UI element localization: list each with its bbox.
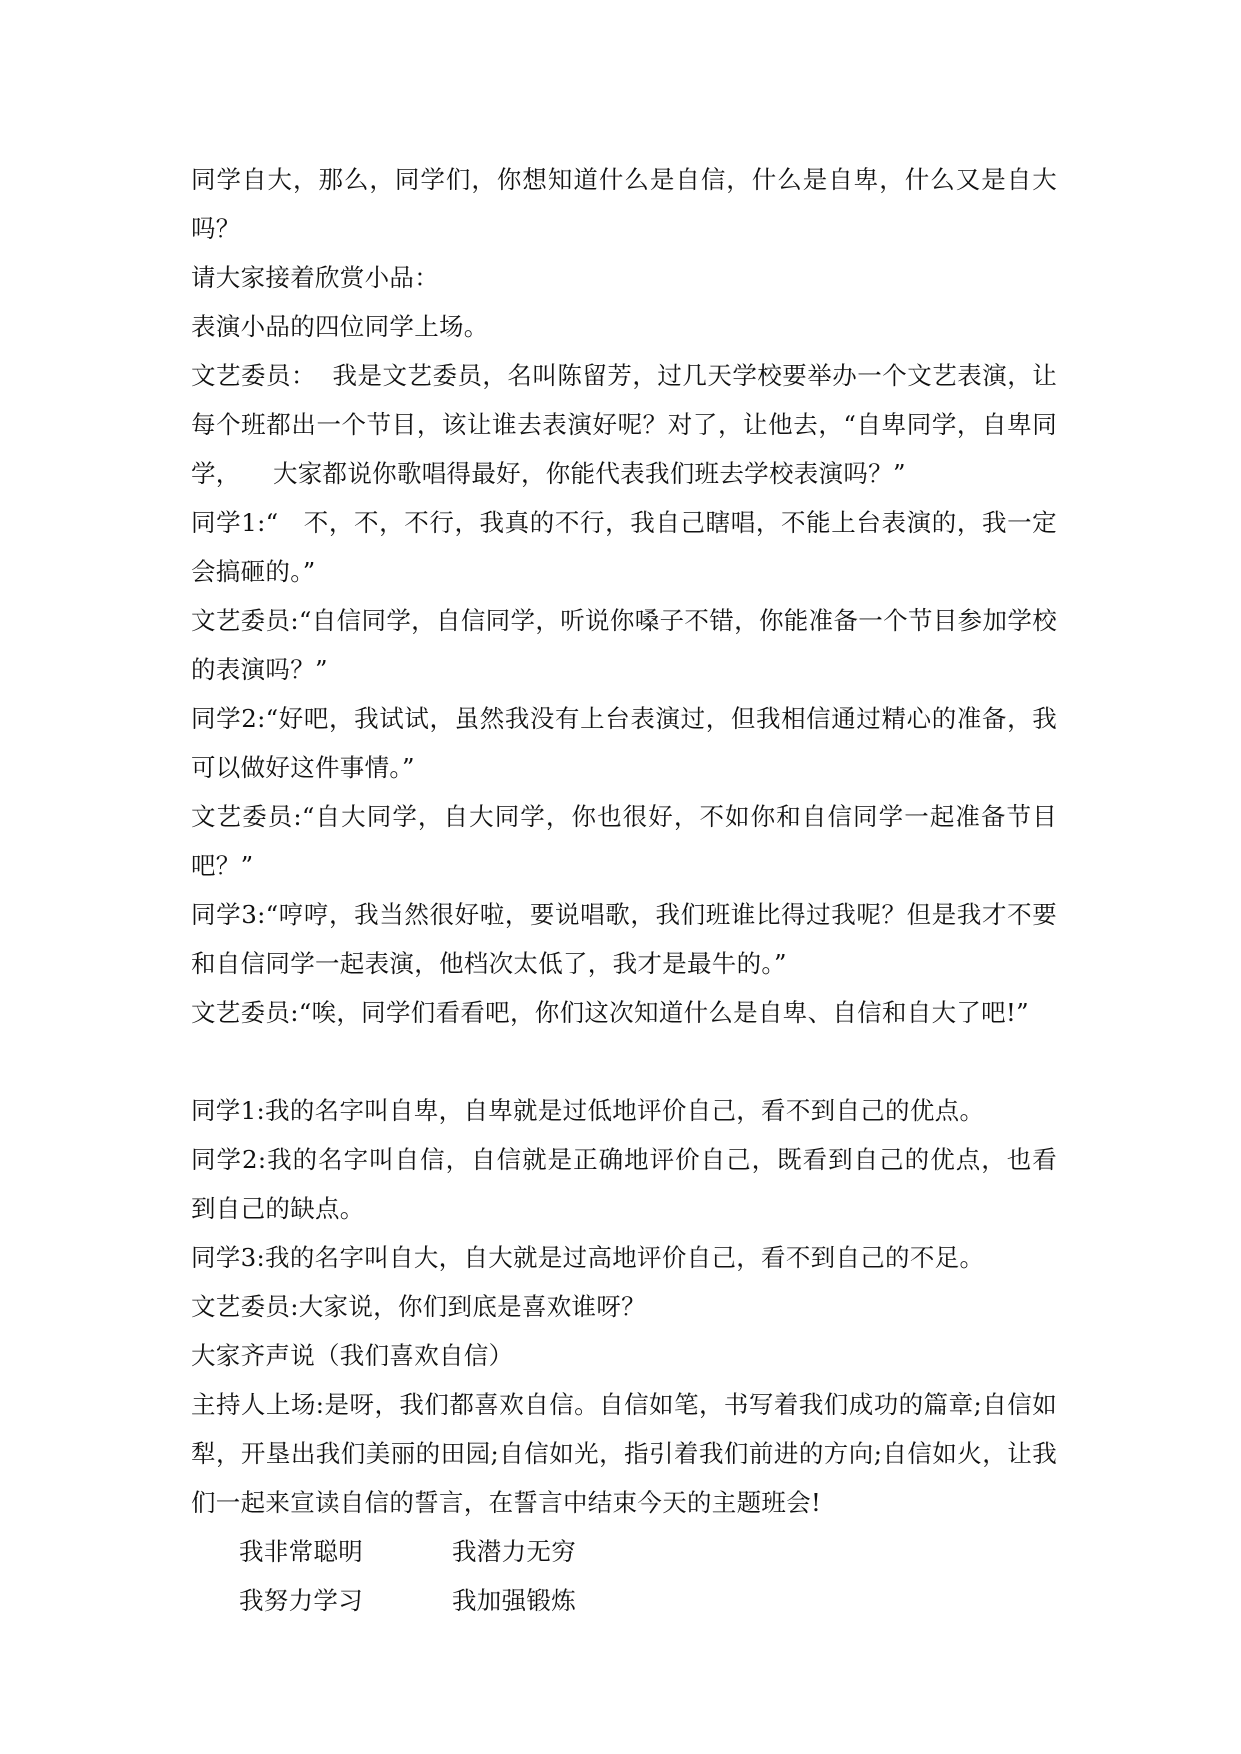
paragraph: 请大家接着欣赏小品： (191, 263, 439, 292)
paragraph: 表演小品的四位同学上场。 (191, 312, 489, 341)
paragraph: 同学1:我的名字叫自卑，自卑就是过低地评价自己，看不到自己的优点。 (191, 1096, 985, 1125)
oath-line: 我潜力无穷 (452, 1537, 576, 1566)
paragraph: 文艺委员:“自大同学，自大同学，你也很好，不如你和自信同学一起准备节目吧？” (191, 802, 1057, 880)
oath-line: 我加强锻炼 (452, 1586, 576, 1615)
document-body (191, 155, 1057, 1625)
oath-row (191, 1576, 1057, 1625)
paragraph: 同学2:“好吧，我试试，虽然我没有上台表演过，但我相信通过精心的准备，我可以做好这件事情。” (191, 704, 1057, 782)
paragraph: 同学3:我的名字叫自大，自大就是过高地评价自己，看不到自己的不足。 (191, 1243, 985, 1272)
paragraph: 大家齐声说（我们喜欢自信） (191, 1341, 514, 1370)
paragraph: 文艺委员： 我是文艺委员，名叫陈留芳，过几天学校要举办一个文艺表演，让每个班都出一个节目，该让谁去表演好呢？对了，让他去，“自卑同学，自卑同学， 大家都说你歌唱得最好，你能代表我们班去学校表演吗？” (191, 361, 1057, 488)
paragraph: 同学1:“ 不，不，不行，我真的不行，我自己瞎唱，不能上台表演的，我一定会搞砸的。” (191, 508, 1057, 586)
oath-line: 我努力学习 (239, 1586, 363, 1615)
paragraph: 文艺委员:“唉，同学们看看吧，你们这次知道什么是自卑、自信和自大了吧!” (191, 998, 1029, 1027)
paragraph: 文艺委员:“自信同学，自信同学，听说你嗓子不错，你能准备一个节目参加学校的表演吗？” (191, 606, 1057, 684)
paragraph: 主持人上场:是呀，我们都喜欢自信。自信如笔，书写着我们成功的篇章;自信如犁，开垦出我们美丽的田园;自信如光，指引着我们前进的方向;自信如火，让我们一起来宣读自信的誓言，在誓言中结束今天的主题班会! (191, 1390, 1057, 1517)
blank-line (191, 1037, 1057, 1086)
oath-list (191, 1527, 1057, 1625)
paragraph: 同学自大，那么，同学们，你想知道什么是自信，什么是自卑，什么又是自大吗？ (191, 165, 1057, 243)
oath-line: 我非常聪明 (239, 1537, 363, 1566)
oath-row (191, 1527, 1057, 1576)
paragraph: 同学3:“哼哼，我当然很好啦，要说唱歌，我们班谁比得过我呢？但是我才不要和自信同学一起表演，他档次太低了，我才是最牛的。” (191, 900, 1057, 978)
paragraph: 同学2:我的名字叫自信，自信就是正确地评价自己，既看到自己的优点，也看到自己的缺点。 (191, 1145, 1057, 1223)
paragraph: 文艺委员:大家说，你们到底是喜欢谁呀？ (191, 1292, 646, 1321)
